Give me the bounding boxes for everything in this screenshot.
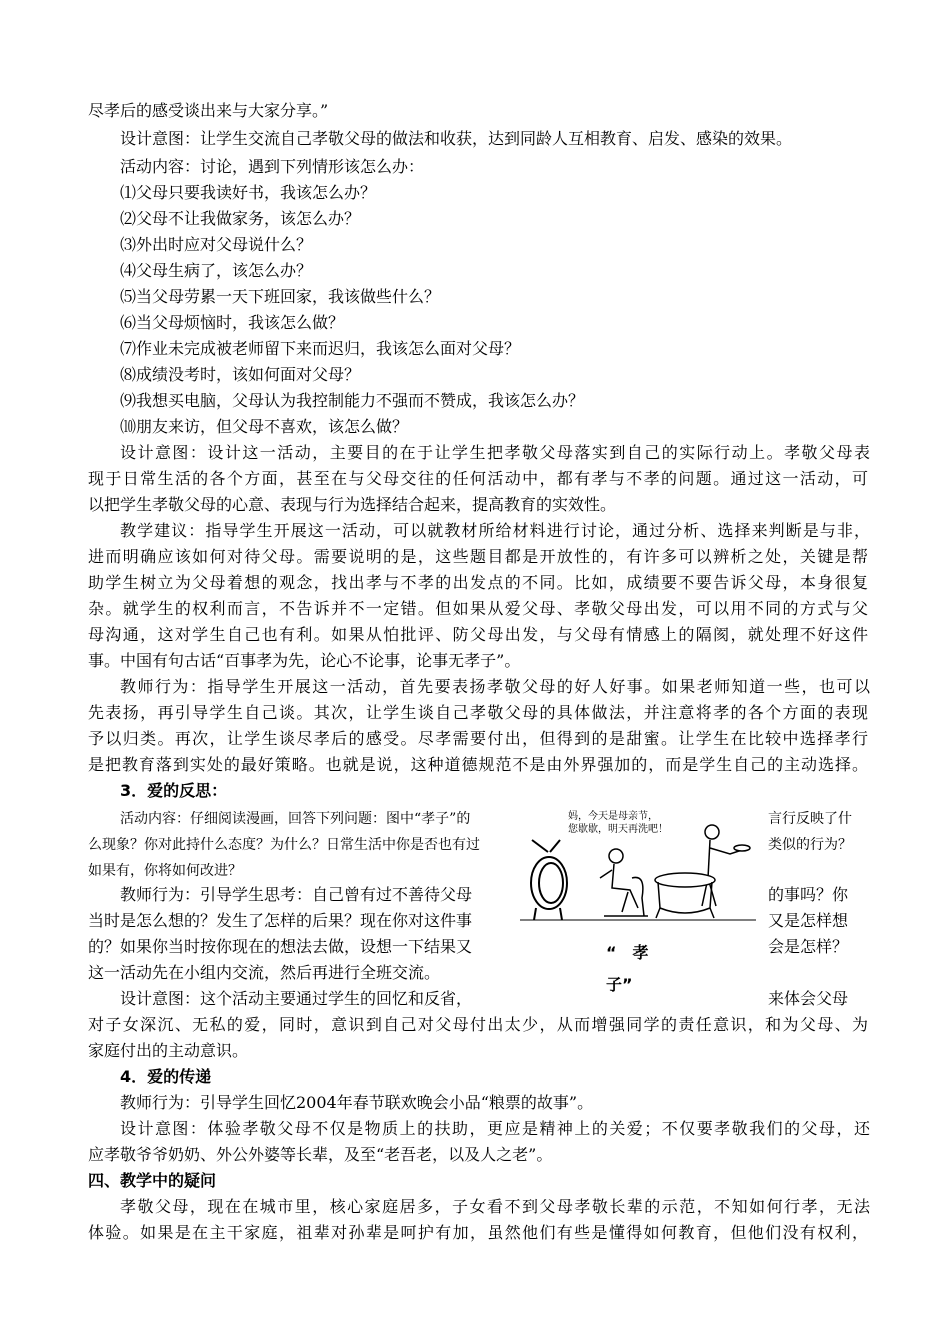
text-line: 设计意图：让学生交流自己孝敬父母的做法和收获，达到同龄人互相教育、启发、感染的效果。	[120, 129, 793, 148]
cartoon-caption: 子”	[606, 975, 633, 994]
text-line: 设计意图：设计这一活动，主要目的在于让学生把孝敬父母落实到自己的实际行动上。孝敬父母表	[120, 443, 870, 462]
text-line: 么现象？你对此持什么态度？为什么？日常生活中你是否也有过	[88, 837, 480, 853]
text-line: 母沟通，这对学生自己也有利。如果从怕批评、防父母出发，与父母有情感上的隔阂，就处理不好这件	[88, 625, 868, 644]
text-line: 当时是怎么想的？发生了怎样的后果？现在你对这件事	[88, 911, 473, 930]
text-line: 家庭付出的主动意识。	[88, 1041, 249, 1060]
text-line: 会是怎样？	[768, 937, 849, 956]
text-line: 言行反映了什	[768, 811, 852, 827]
cartoon-speech-line2: 您歇歇，明天再洗吧！	[568, 824, 668, 835]
section-heading: 四、教学中的疑问	[88, 1171, 217, 1190]
text-line: ⑻成绩没考时，该如何面对父母？	[120, 365, 361, 384]
cartoon-speech-line1: 妈，今天是母亲节，	[568, 811, 658, 822]
text-line: 教师行为：引导学生思考：自己曾有过不善待父母	[120, 885, 473, 904]
text-line: 对子女深沉、无私的爱，同时，意识到自己对父母付出太少，从而增强同学的责任意识，和为父母、为	[88, 1015, 868, 1034]
text-line: 体验。如果是在主干家庭，祖辈对孙辈是呵护有加，虽然他们有些是懂得如何教育，但他们没有权利，	[88, 1223, 868, 1242]
text-line: 杂。就学生的权利而言，不告诉并不一定错。但如果从爱父母、孝敬父母出发，可以用不同的方式与父	[88, 599, 868, 618]
text-line: ⑽朋友来访，但父母不喜欢，该怎么做？	[120, 417, 409, 436]
text-line: ⑺作业未完成被老师留下来而迟归，我该怎么面对父母？	[120, 339, 521, 358]
text-line: 又是怎样想	[768, 911, 849, 930]
text-line: 活动内容：讨论，遇到下列情形该怎么办：	[120, 157, 425, 176]
text-line: 如果有，你将如何改进？	[88, 863, 242, 879]
text-line: 来体会父母	[768, 989, 849, 1008]
text-line: 教师行为：引导学生回忆2004年春节联欢晚会小品“粮票的故事”。	[120, 1093, 594, 1112]
text-line: 设计意图：体验孝敬父母不仅是物质上的扶助，更应是精神上的关爱；不仅要孝敬我们的父母，还	[120, 1119, 870, 1138]
text-line: 尽孝后的感受谈出来与大家分享。”	[88, 101, 329, 120]
section-heading: 4．爱的传递	[120, 1067, 212, 1086]
text-line: ⑴父母只要我读好书，我该怎么办？	[120, 183, 377, 202]
text-line: 的事吗？你	[768, 885, 849, 904]
section-heading: 3．爱的反思：	[120, 781, 228, 800]
text-line: ⑸当父母劳累一天下班回家，我该做些什么？	[120, 287, 441, 306]
text-line: 活动内容：仔细阅读漫画，回答下列问题：图中“孝子”的	[120, 811, 471, 827]
text-line: 事。中国有句古话“百事孝为先，论心不论事，论事无孝子”。	[88, 651, 521, 670]
text-line: 现于日常生活的各个方面，甚至在与父母交往的任何活动中，都有孝与不孝的问题。通过这一活动，可	[88, 469, 868, 488]
text-line: 应孝敬爷爷奶奶、外公外婆等长辈，及至“老吾老，以及人之老”。	[88, 1145, 553, 1164]
text-line: 教学建议：指导学生开展这一活动，可以就教材所给材料进行讨论，通过分析、选择来判断是与非，	[120, 521, 870, 540]
cartoon-illustration	[520, 808, 756, 926]
text-line: 类似的行为？	[768, 837, 852, 853]
text-line: 予以归类。再次，让学生谈尽孝后的感受。尽孝需要付出，但得到的是甜蜜。让学生在比较中选择孝行	[88, 729, 868, 748]
text-line: 助学生树立为父母着想的观念，找出孝与不孝的出发点的不同。比如，成绩要不要告诉父母，本身很复	[88, 573, 868, 592]
text-line: 以把学生孝敬父母的心意、表现与行为选择结合起来，提高教育的实效性。	[88, 495, 617, 514]
cartoon-caption: “ 孝	[606, 943, 649, 962]
text-line: ⑵父母不让我做家务，该怎么办？	[120, 209, 361, 228]
text-line: 这一活动先在小组内交流，然后再进行全班交流。	[88, 963, 441, 982]
text-line: ⑷父母生病了，该怎么办？	[120, 261, 313, 280]
text-line: 先表扬，再引导学生自己谈。其次，让学生谈自己孝敬父母的具体做法，并注意将孝的各个方面的表现	[88, 703, 868, 722]
text-line: 设计意图：这个活动主要通过学生的回忆和反省，	[120, 989, 473, 1008]
text-line: ⑼我想买电脑，父母认为我控制能力不强而不赞成，我该怎么办？	[120, 391, 585, 410]
text-line: 的？如果你当时按你现在的想法去做，设想一下结果又	[88, 937, 473, 956]
text-line: ⑶外出时应对父母说什么？	[120, 235, 313, 254]
text-line: ⑹当父母烦恼时，我该怎么做？	[120, 313, 345, 332]
text-line: 进而明确应该如何对待父母。需要说明的是，这些题目都是开放性的，有许多可以辨析之处，关键是帮	[88, 547, 868, 566]
text-line: 孝敬父母，现在在城市里，核心家庭居多，子女看不到父母孝敬长辈的示范，不知如何行孝，无法	[120, 1197, 870, 1216]
text-line: 教师行为：指导学生开展这一活动，首先要表扬孝敬父母的好人好事。如果老师知道一些，也可以	[120, 677, 870, 696]
text-line: 是把教育落到实处的最好策略。也就是说，这种道德规范不是由外界强加的，而是学生自己的主动选择。	[88, 755, 868, 774]
